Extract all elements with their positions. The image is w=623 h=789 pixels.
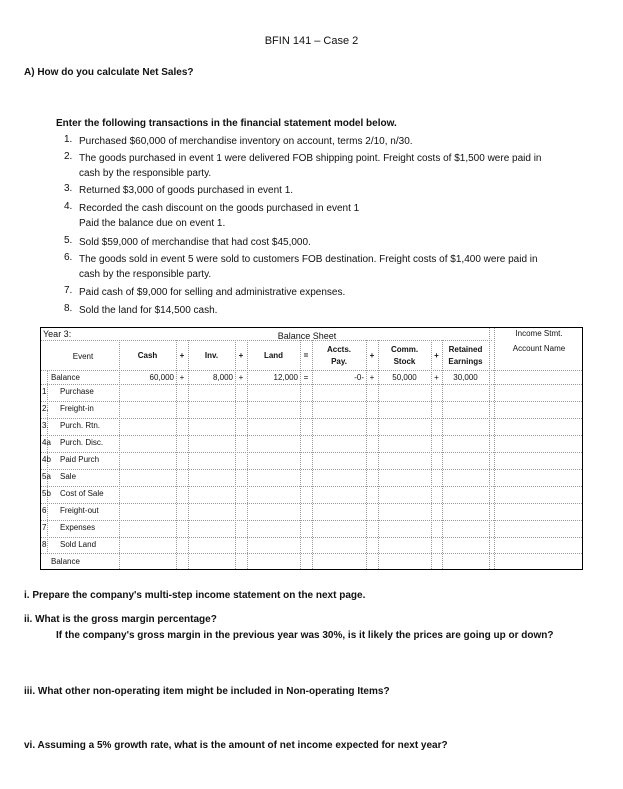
item-number: 8.	[64, 303, 73, 314]
year-label: Year 3:	[43, 329, 72, 339]
plus-op: +	[238, 373, 244, 382]
inv-header: Inv.	[204, 351, 219, 360]
plus-op: +	[369, 373, 375, 382]
event-name: Cost of Sale	[60, 489, 104, 498]
item-text: Recorded the cash discount on the goods purchased in event 1	[79, 203, 360, 214]
event-name: Freight-in	[60, 404, 94, 413]
cash-balance: 60,000	[149, 373, 174, 382]
final-balance-label: Balance	[51, 557, 80, 566]
plus-op: +	[434, 373, 439, 382]
comm-header: Comm.	[390, 345, 419, 354]
event-code: 7	[42, 523, 47, 532]
earnings-header: Earnings	[448, 357, 483, 366]
event-name: Purchase	[60, 387, 94, 396]
plus-op: +	[238, 351, 244, 360]
event-code: 2.	[42, 404, 49, 413]
event-code: 8	[42, 540, 47, 549]
comm-balance: 50,000	[392, 373, 417, 382]
event-name: Sale	[60, 472, 77, 481]
accts-balance: -0-	[354, 373, 364, 382]
item-number: 6.	[64, 252, 73, 263]
event-code: 4a	[42, 438, 51, 447]
question-ii-followup: If the company's gross margin in the previous year was 30%, is it likely the prices are going up or down?	[56, 630, 554, 641]
event-name: Purch. Rtn.	[60, 421, 101, 430]
item-number: 5.	[64, 235, 73, 246]
event-name: Sold Land	[60, 540, 97, 549]
plus-op: +	[369, 351, 375, 360]
item-text: The goods purchased in event 1 were delivered FOB shipping point. Freight costs of $1,500 were paid in cash by the responsible party.	[79, 153, 542, 179]
pay-header: Pay.	[331, 357, 347, 366]
item-text: Sold the land for $14,500 cash.	[79, 305, 218, 316]
plus-op: +	[434, 351, 439, 360]
equals-op: =	[303, 373, 309, 382]
question-i: i. Prepare the company's multi-step income statement on the next page.	[24, 590, 366, 601]
item-text: Paid cash of $9,000 for selling and administrative expenses.	[79, 287, 346, 298]
event-name: Paid Purch	[60, 455, 100, 464]
event-code: 5b	[42, 489, 51, 498]
event-code: 4b	[42, 455, 51, 464]
inv-balance: 8,000	[212, 373, 233, 382]
event-name: Expenses	[60, 523, 96, 532]
retained-header: Retained	[448, 345, 483, 354]
event-code: 6	[42, 506, 47, 515]
financial-statement-model	[40, 327, 583, 570]
account-name-label: Account Name	[512, 344, 566, 353]
item-number: 2.	[64, 151, 73, 162]
page-title: BFIN 141 – Case 2	[264, 35, 359, 47]
event-code: 3.	[42, 421, 49, 430]
item-number: 1.	[64, 134, 73, 145]
item-number: 7.	[64, 285, 73, 296]
balance-label: Balance	[51, 373, 80, 382]
plus-op: +	[179, 351, 185, 360]
question-a: A) How do you calculate Net Sales?	[24, 67, 194, 78]
event-header: Event	[72, 352, 94, 361]
stock-header: Stock	[393, 357, 416, 366]
question-ii: ii. What is the gross margin percentage?	[24, 614, 217, 625]
item-number: 3.	[64, 183, 73, 194]
land-header: Land	[263, 351, 284, 360]
event-name: Freight-out	[60, 506, 99, 515]
event-code: 5a	[42, 472, 51, 481]
balance-sheet-label: Balance Sheet	[277, 331, 337, 341]
accts-header: Accts.	[326, 345, 351, 354]
question-iii: iii. What other non-operating item might be included in Non-operating Items?	[24, 686, 390, 697]
income-stmt-label: Income Stmt.	[515, 329, 563, 338]
plus-op: +	[179, 373, 185, 382]
event-name: Purch. Disc.	[60, 438, 104, 447]
event-code: 1	[42, 387, 47, 396]
instructions-heading: Enter the following transactions in the financial statement model below.	[56, 118, 397, 129]
cash-header: Cash	[137, 351, 158, 360]
land-balance: 12,000	[273, 373, 298, 382]
item-text: Sold $59,000 of merchandise that had cost $45,000.	[79, 237, 311, 248]
item-number: 4.	[64, 201, 73, 212]
item-text: The goods sold in event 5 were sold to customers FOB destination. Freight costs of $1,400 were paid in cash by the responsible party.	[79, 254, 538, 280]
retained-balance: 30,000	[453, 373, 478, 382]
item-text: Purchased $60,000 of merchandise inventory on account, terms 2/10, n/30.	[79, 136, 413, 147]
equals-op: =	[303, 351, 309, 360]
item-text-continued: Paid the balance due on event 1.	[79, 218, 226, 229]
item-text: Returned $3,000 of goods purchased in event 1.	[79, 185, 294, 196]
question-vi: vi. Assuming a 5% growth rate, what is the amount of net income expected for next year?	[24, 740, 448, 751]
